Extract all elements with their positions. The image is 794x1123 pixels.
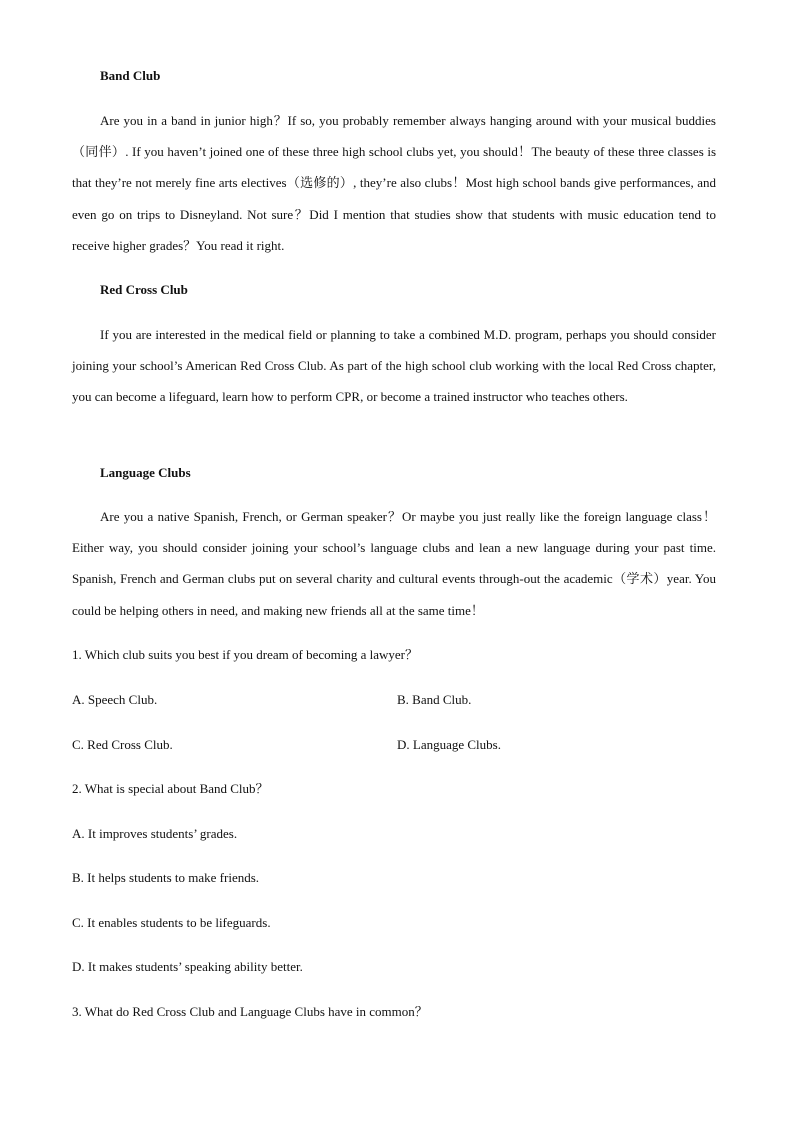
section-body-red-cross-club: If you are interested in the medical field or planning to take a combined M.D. program, perhaps you should consider joining your school’s American Red Cross Club. As part of the high school club working with the local Red Cross chapter, you can become a lifeguard, learn how to perform CPR, or become a trained instructor who teaches others. xyxy=(72,327,716,405)
section-body-band-club: Are you in a band in junior high？If so, you probably remember always hanging around with your musical buddies（同伴）. If you haven’t joined one of these three high school clubs yet, you should！The beauty of these three classes is that they’re not merely fine arts electives（选修的）, they’re also clubs！Most high school bands give performances, and even go on trips to Disneyland. Not sure？Did I mention that studies show that students with music education tend to receive higher grades？You read it right. xyxy=(72,113,716,253)
question-1-stem: 1. Which club suits you best if you dream of becoming a lawyer？ xyxy=(72,647,418,662)
question-2-option-a: A. It improves students’ grades. xyxy=(72,826,238,841)
question-3-stem: 3. What do Red Cross Club and Language Clubs have in common？ xyxy=(72,1004,428,1019)
section-heading-band-club: Band Club xyxy=(100,68,161,83)
section-heading-red-cross-club: Red Cross Club xyxy=(100,282,188,297)
question-2-option-c: C. It enables students to be lifeguards. xyxy=(72,915,271,930)
question-1-option-a: A. Speech Club. xyxy=(72,692,158,707)
question-1-option-c: C. Red Cross Club. xyxy=(72,737,173,752)
question-1-option-d: D. Language Clubs. xyxy=(397,737,501,752)
section-heading-language-clubs: Language Clubs xyxy=(100,465,191,480)
question-1-option-b: B. Band Club. xyxy=(397,692,472,707)
question-2-stem: 2. What is special about Band Club？ xyxy=(72,781,269,796)
question-2-option-d: D. It makes students’ speaking ability better. xyxy=(72,959,303,974)
section-body-language-clubs: Are you a native Spanish, French, or German speaker？Or maybe you just really like the foreign language class！Either way, you should consider joining your school’s language clubs and lean a new language during your past time. Spanish, French and German clubs put on several charity and cultural events through-out the academic（学术）year. You could be helping others in need, and making new friends all at the same time！ xyxy=(72,509,716,618)
question-2-option-b: B. It helps students to make friends. xyxy=(72,870,260,885)
